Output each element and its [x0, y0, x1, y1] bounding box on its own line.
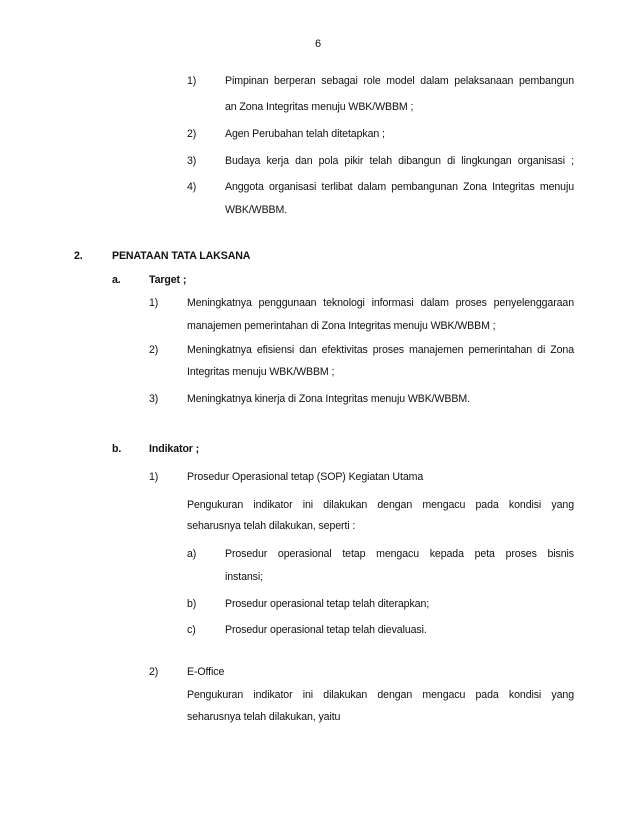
list-item-number: 2)	[187, 128, 197, 140]
subsection-label: b.	[112, 443, 122, 455]
paragraph-line: seharusnya telah dilakukan, yaitu	[187, 711, 341, 723]
list-item-number: 1)	[187, 75, 197, 87]
sub-item-text: Prosedur operasional tetap telah diterapkan;	[225, 598, 430, 610]
section-number: 2.	[74, 250, 83, 262]
list-item-text: Integritas menuju WBK/WBBM ;	[187, 366, 335, 378]
list-item-number: 1)	[149, 471, 159, 483]
paragraph-line: seharusnya telah dilakukan, seperti :	[187, 520, 356, 532]
subsection-title: Target ;	[149, 274, 187, 286]
sub-item-label: c)	[187, 624, 196, 636]
list-item-text: Budaya kerja dan pola pikir telah dibangun di lingkungan organisasi ;	[225, 155, 574, 167]
sub-item-text: Prosedur operasional tetap telah dievaluasi.	[225, 624, 427, 636]
subsection-title: Indikator ;	[149, 443, 200, 455]
sub-item-label: a)	[187, 548, 197, 560]
list-item-text: an Zona Integritas menuju WBK/WBBM ;	[225, 101, 414, 113]
list-item-number: 2)	[149, 344, 159, 356]
paragraph-line: Pengukuran indikator ini dilakukan dengan mengacu pada kondisi yang	[187, 689, 574, 701]
list-item-text: WBK/WBBM.	[225, 204, 288, 216]
list-item-title: Prosedur Operasional tetap (SOP) Kegiatan Utama	[187, 471, 424, 483]
list-item-text: Pimpinan berperan sebagai role model dalam pelaksanaan pembangun	[225, 75, 574, 87]
list-item-text: Meningkatnya efisiensi dan efektivitas proses manajemen pemerintahan di Zona	[187, 344, 574, 356]
list-item-text: Agen Perubahan telah ditetapkan ;	[225, 128, 385, 140]
paragraph-line: Pengukuran indikator ini dilakukan dengan mengacu pada kondisi yang	[187, 499, 574, 511]
list-item-number: 3)	[149, 393, 159, 405]
list-item-title: E-Office	[187, 666, 225, 678]
sub-item-text: Prosedur operasional tetap mengacu kepada peta proses bisnis	[225, 548, 574, 560]
list-item-number: 2)	[149, 666, 159, 678]
list-item-text: Meningkatnya kinerja di Zona Integritas menuju WBK/WBBM.	[187, 393, 470, 405]
section-title: PENATAAN TATA LAKSANA	[112, 250, 251, 262]
list-item-number: 3)	[187, 155, 197, 167]
page-number: 6	[315, 38, 322, 50]
list-item-number: 4)	[187, 181, 197, 193]
sub-item-text: instansi;	[225, 571, 263, 583]
sub-item-label: b)	[187, 598, 197, 610]
list-item-text: Anggota organisasi terlibat dalam pembangunan Zona Integritas menuju	[225, 181, 574, 193]
list-item-text: Meningkatnya penggunaan teknologi informasi dalam proses penyelenggaraan	[187, 297, 574, 309]
list-item-number: 1)	[149, 297, 159, 309]
subsection-label: a.	[112, 274, 121, 286]
list-item-text: manajemen pemerintahan di Zona Integritas menuju WBK/WBBM ;	[187, 320, 496, 332]
